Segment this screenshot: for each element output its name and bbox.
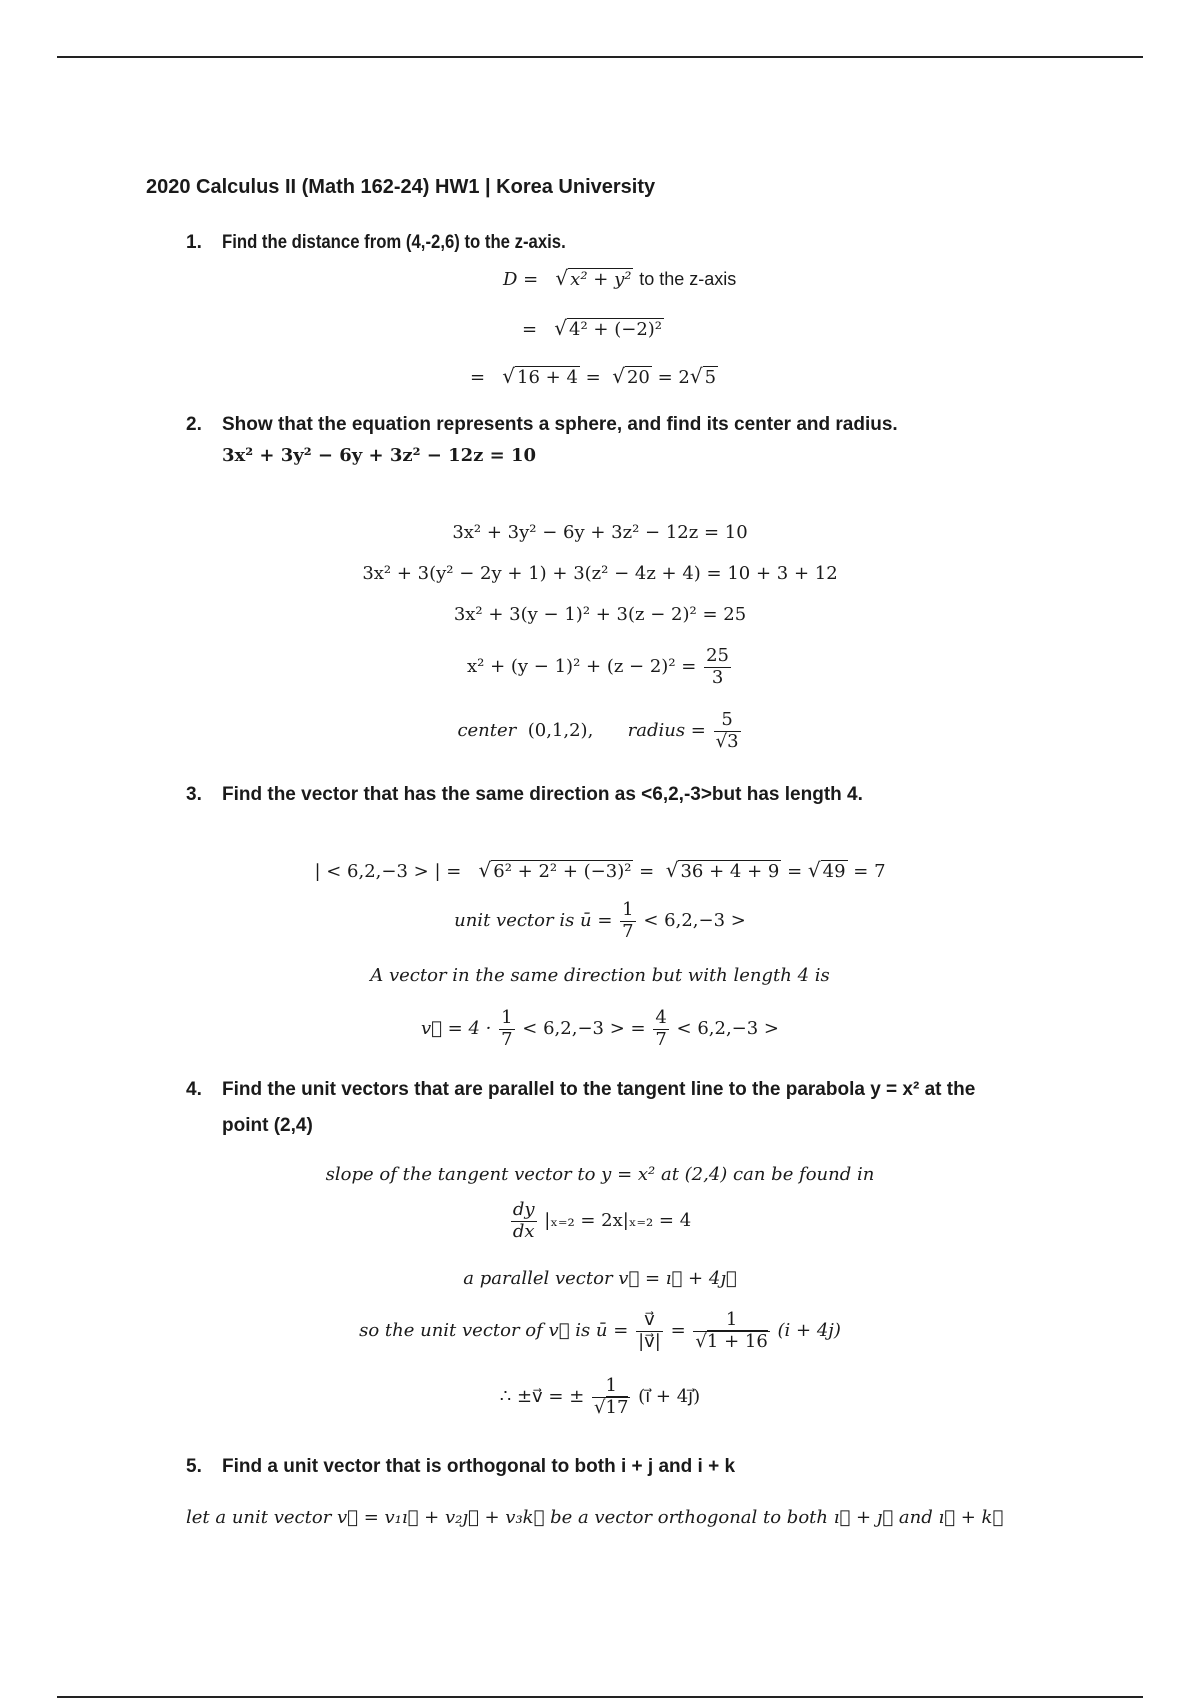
q3-unit-vector-text: unit vector is ū = — [454, 910, 613, 932]
question-1-text: Find the distance from (4,-2,6) to the z-axis. — [222, 232, 566, 253]
q2-step-2: 3x² + 3(y² − 2y + 1) + 3(z² − 4z + 4) = 10 + 3 + 12 — [362, 563, 838, 584]
q3-radical-1: √ 6² + 2² + (−3)² — [478, 858, 632, 882]
q4-step-5 — [0, 1376, 1200, 1418]
q4-step-2 — [0, 1200, 1200, 1242]
q1-radical-4: √ 20 — [612, 364, 650, 388]
q3-fraction-1-7: $\frac{1}{7}$ — [622, 899, 634, 942]
q3-step-4-lhs: v⃗ = 4 · — [420, 1018, 492, 1040]
q5-step-1: let a unit vector v⃗ = v₁ı⃗ + v₂ȷ⃗ + v₃k⃗ be a vector orthogonal to both ı⃗ + ȷ⃗ and ı⃗ + k⃗ — [186, 1507, 1004, 1528]
q4-step-4-tail: (i + 4j) — [777, 1320, 841, 1342]
q3-step-1-eq: = — [639, 861, 655, 882]
q2-step-4-lhs: x² + (y − 1)² + (z − 2)² = — [467, 656, 697, 678]
q4-step-5-tail: (ı⃗ + 4ȷ⃗) — [638, 1386, 701, 1408]
question-1-number: 1. — [186, 232, 202, 253]
q2-step-1: 3x² + 3y² − 6y + 3z² − 12z = 10 — [452, 522, 748, 543]
q4-step-4-eq: = — [670, 1320, 686, 1342]
question-2-number: 2. — [186, 414, 202, 435]
q3-step-2 — [0, 900, 1200, 942]
question-5-number: 5. — [186, 1456, 202, 1477]
q1-radical-2: √ 4² + (−2)² — [554, 316, 663, 340]
q2-center-label: center — [457, 720, 517, 742]
q2-step-3: 3x² + 3(y − 1)² + 3(z − 2)² = 25 — [453, 604, 747, 625]
q4-fraction-final: $\frac{1}{√17}$ — [594, 1375, 629, 1418]
question-5-text: Find a unit vector that is orthogonal to both i + j and i + k — [222, 1456, 736, 1477]
q4-fraction-1-sqrt17: $\frac{1}{√1 + 16}$ — [695, 1309, 768, 1352]
question-4-text-line-2: point (2,4) — [222, 1115, 313, 1136]
question-3-number: 3. — [186, 784, 202, 805]
q1-step-3-rhs: = 2 — [657, 367, 690, 388]
q3-step-3: A vector in the same direction but with length 4 is — [370, 965, 830, 986]
q1-step-1-tail: to the z-axis — [639, 269, 737, 289]
q3-fraction-1-7-b: $\frac{1}{7}$ — [501, 1007, 513, 1050]
q3-step-1-lhs: | < 6,2,−3 > | = — [314, 861, 462, 882]
q3-unit-vector-tail: < 6,2,−3 > — [643, 910, 746, 932]
q3-step-4 — [0, 1008, 1200, 1050]
top-rule — [57, 56, 1143, 58]
bottom-rule — [57, 1696, 1143, 1698]
q3-radical-2: √ 36 + 4 + 9 — [665, 858, 780, 882]
q1-step-3-mid: = — [585, 367, 601, 388]
q2-step-4 — [0, 646, 1200, 688]
q1-step-2 — [522, 316, 664, 340]
q1-step-3-eq: = — [470, 367, 486, 388]
q2-fraction-25-3: $\frac{25}{3}$ — [706, 645, 729, 688]
question-3-text: Find the vector that has the same direction as <6,2,-3>but has length 4. — [222, 784, 863, 805]
q3-radical-3: √ 49 — [807, 858, 846, 882]
q4-step-4 — [0, 1310, 1200, 1352]
q1-step-3 — [470, 364, 718, 388]
q3-fraction-4-7: $\frac{4}{7}$ — [655, 1007, 667, 1050]
q1-radical-3: √ 16 + 4 — [502, 364, 578, 388]
q1-radical-5: √ 5 — [689, 364, 717, 388]
q3-step-1 — [0, 858, 1200, 882]
q4-step-5-lhs: ∴ ±v⃗ = ± — [499, 1386, 585, 1408]
q2-center-point: (0,1,2), — [527, 720, 594, 742]
q4-step-3: a parallel vector v⃗ = ı⃗ + 4ȷ⃗ — [463, 1268, 737, 1289]
q1-step-2-eq: = — [522, 319, 538, 340]
q4-step-2-tail: |ₓ₌₂ = 2x|ₓ₌₂ = 4 — [544, 1210, 692, 1232]
question-4-number: 4. — [186, 1079, 202, 1100]
q2-step-5 — [0, 710, 1200, 752]
q1-radical-1: √ x² + y² — [555, 266, 632, 290]
q3-step-4-tail: < 6,2,−3 > — [676, 1018, 780, 1040]
q2-fraction-radius: $\frac{5}{√3}$ — [715, 709, 739, 752]
q3-step-4-mid: < 6,2,−3 > = — [522, 1018, 646, 1040]
q3-step-1-eq2: = — [787, 861, 803, 882]
q4-fraction-v-over-norm: $\frac{v⃗}{|v⃗|}$ — [638, 1309, 661, 1352]
q1-step-1-lhs: D = — [503, 269, 539, 290]
q4-step-4-text: so the unit vector of v⃗ is ū = — [359, 1320, 629, 1342]
page-title: 2020 Calculus II (Math 162-24) HW1 | Korea University — [146, 176, 656, 198]
q4-fraction-dy-dx: $\frac{dy}{dx}$ — [512, 1199, 535, 1242]
question-4-text-line-1: Find the unit vectors that are parallel to the tangent line to the parabola y = x² at the — [222, 1079, 976, 1100]
q2-radius-label: radius = — [627, 720, 706, 742]
q1-step-1 — [503, 266, 736, 290]
question-2-text: Show that the equation represents a sphere, and find its center and radius. — [222, 414, 898, 435]
q4-step-1: slope of the tangent vector to y = x² at (2,4) can be found in — [325, 1164, 875, 1185]
question-2-equation: 3x² + 3y² − 6y + 3z² − 12z = 10 — [222, 445, 537, 466]
q3-step-1-rhs: = 7 — [853, 861, 886, 882]
